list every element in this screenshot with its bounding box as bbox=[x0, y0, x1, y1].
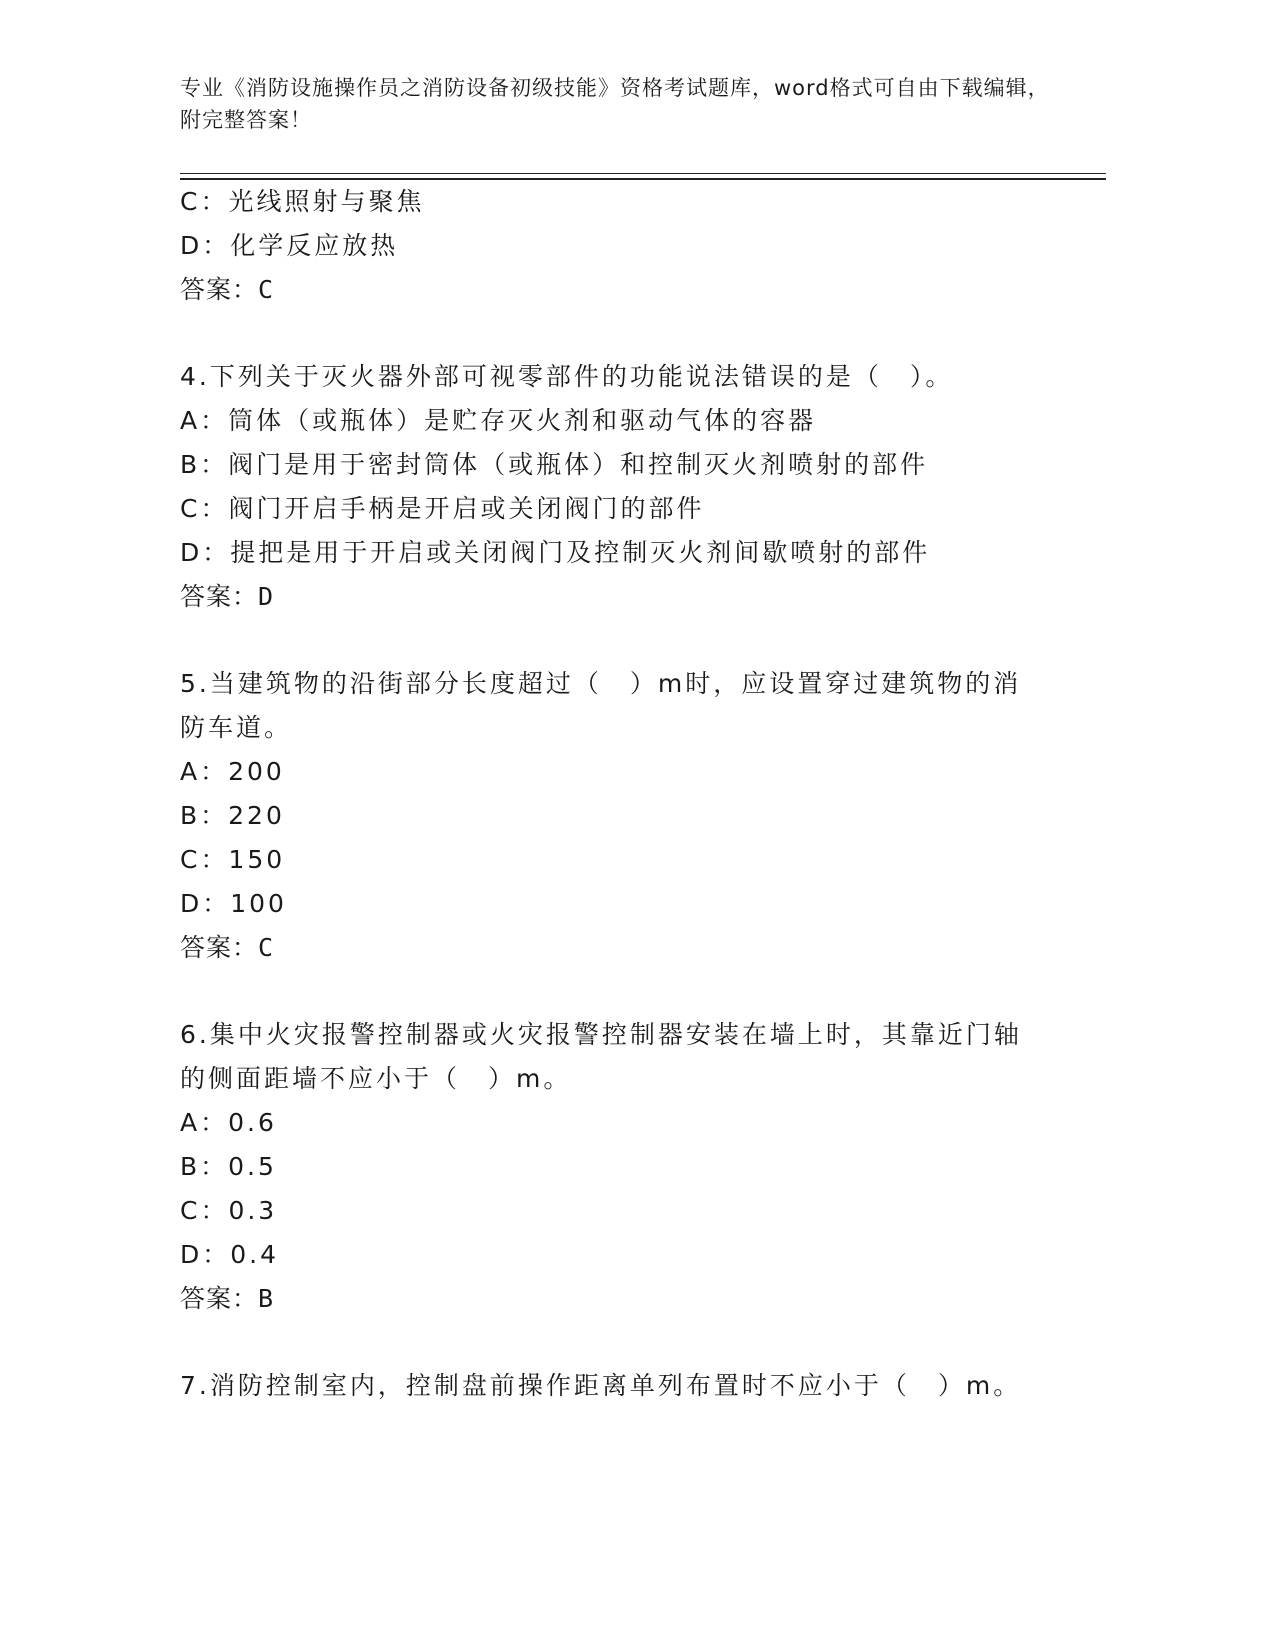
option-b: B：阀门是用于密封筒体（或瓶体）和控制灭火剂喷射的部件 bbox=[180, 450, 929, 479]
answer-value: B bbox=[258, 1284, 275, 1313]
option-b: B：0.5 bbox=[180, 1152, 277, 1181]
option-d: D：100 bbox=[180, 889, 287, 918]
option-c: C：0.3 bbox=[180, 1196, 278, 1225]
option-c: C：阀门开启手柄是开启或关闭阀门的部件 bbox=[180, 494, 705, 523]
option-c: C：150 bbox=[180, 845, 286, 874]
document-body bbox=[180, 180, 1060, 1408]
question-4 bbox=[180, 355, 1060, 619]
header-divider-thin bbox=[180, 173, 1106, 174]
answer-value: D bbox=[258, 582, 275, 611]
answer-value: C bbox=[258, 933, 275, 962]
answer-line bbox=[180, 1277, 1060, 1321]
question-text: 7.消防控制室内，控制盘前操作距离单列布置时不应小于（ ）m。 bbox=[180, 1371, 1022, 1400]
question-text: 6.集中火灾报警控制器或火灾报警控制器安装在墙上时，其靠近门轴的侧面距墙不应小于（ ）m。 bbox=[180, 1020, 1022, 1093]
option-a: A：200 bbox=[180, 757, 285, 786]
answer-label: 答案： bbox=[180, 1284, 259, 1313]
page-header bbox=[180, 72, 1060, 136]
answer-label: 答案： bbox=[180, 582, 259, 611]
spacer bbox=[180, 619, 1060, 662]
option-c: C：光线照射与聚焦 bbox=[180, 187, 425, 216]
answer-line bbox=[180, 926, 1060, 970]
answer-label: 答案： bbox=[180, 275, 259, 304]
spacer bbox=[180, 970, 1060, 1013]
option-a: A：0.6 bbox=[180, 1108, 277, 1137]
question-5 bbox=[180, 662, 1060, 970]
question-text: 4.下列关于灭火器外部可视零部件的功能说法错误的是（ ）。 bbox=[180, 362, 954, 391]
answer-label: 答案： bbox=[180, 933, 259, 962]
question-3-continuation bbox=[180, 180, 1060, 312]
option-d: D：提把是用于开启或关闭阀门及控制灭火剂间歇喷射的部件 bbox=[180, 538, 931, 567]
answer-line bbox=[180, 575, 1060, 619]
question-text: 5.当建筑物的沿街部分长度超过（ ）m时，应设置穿过建筑物的消防车道。 bbox=[180, 669, 1022, 742]
header-text: 专业《消防设施操作员之消防设备初级技能》资格考试题库，word格式可自由下载编辑，附完整答案！ bbox=[180, 76, 1050, 132]
spacer bbox=[180, 1321, 1060, 1364]
option-b: B：220 bbox=[180, 801, 285, 830]
answer-value: C bbox=[258, 275, 275, 304]
spacer bbox=[180, 312, 1060, 355]
question-6 bbox=[180, 1013, 1060, 1321]
option-d: D：0.4 bbox=[180, 1240, 280, 1269]
option-d: D：化学反应放热 bbox=[180, 231, 399, 260]
question-7 bbox=[180, 1364, 1060, 1408]
answer-line bbox=[180, 268, 1060, 312]
option-a: A：筒体（或瓶体）是贮存灭火剂和驱动气体的容器 bbox=[180, 406, 817, 435]
